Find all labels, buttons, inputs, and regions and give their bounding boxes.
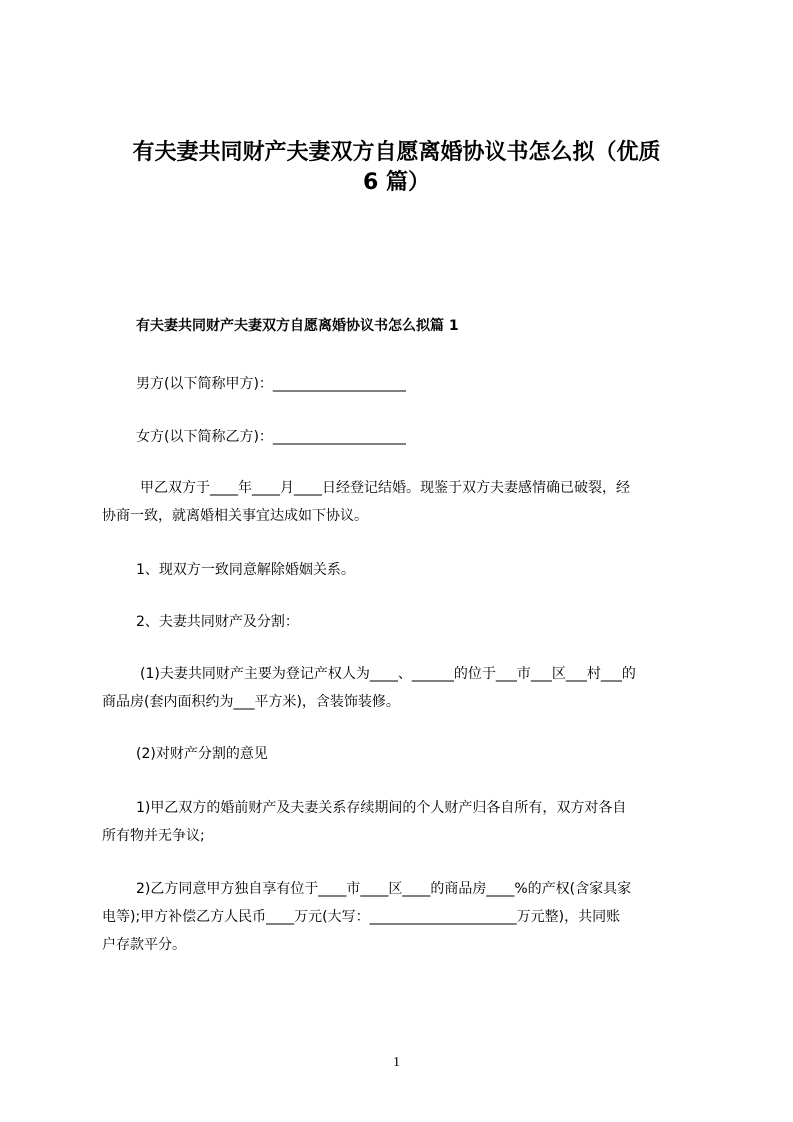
title-line-2: 6 篇）: [363, 170, 430, 195]
section-heading: 有夫妻共同财产夫妻双方自愿离婚协议书怎么拟篇 1: [136, 318, 459, 334]
clause-1: 1、现双方一致同意解除婚姻关系。: [136, 562, 355, 578]
female-party-line: 女方(以下简称乙方)：___________________: [136, 429, 406, 445]
marriage-paragraph-line-1: 甲乙双方于____年____月____日经登记结婚。现鉴于双方夫妻感情确已破裂，经: [140, 480, 630, 496]
subclause-1: [102, 794, 711, 850]
subclause-1-line-2: 所有物并无争议;: [102, 828, 205, 844]
page-number: 1: [393, 1055, 400, 1070]
marriage-paragraph-line-2: 协商一致，就离婚相关事宜达成如下协议。: [102, 508, 368, 524]
subclause-2-line-2: 电等);甲方补偿乙方人民币____万元(大写：_____________________万元整)，共同账: [102, 909, 621, 925]
document-title: [80, 138, 713, 198]
male-party-line: 男方(以下简称甲方)：___________________: [136, 376, 406, 392]
subclause-2: [102, 875, 711, 959]
clause-2-1: [102, 660, 715, 716]
subclause-1-line-1: 1)甲乙双方的婚前财产及夫妻关系存续期间的个人财产归各自所有，双方对各自: [136, 800, 627, 816]
clause-2: 2、夫妻共同财产及分割：: [136, 614, 299, 630]
clause-2-1-line-1: (1)夫妻共同财产主要为登记产权人为____、______的位于___市___区___村___的: [140, 666, 636, 682]
clause-2-2: (2)对财产分割的意见: [136, 746, 268, 762]
clause-2-1-line-2: 商品房(套内面积约为___平方米)，含装饰装修。: [102, 694, 400, 710]
subclause-2-line-3: 户存款平分。: [102, 937, 186, 953]
title-line-1: 有夫妻共同财产夫妻双方自愿离婚协议书怎么拟（优质: [132, 140, 661, 165]
marriage-paragraph: [102, 474, 715, 530]
subclause-2-line-1: 2)乙方同意甲方独自享有位于____市____区____的商品房____%的产权(含家具家: [136, 881, 632, 897]
